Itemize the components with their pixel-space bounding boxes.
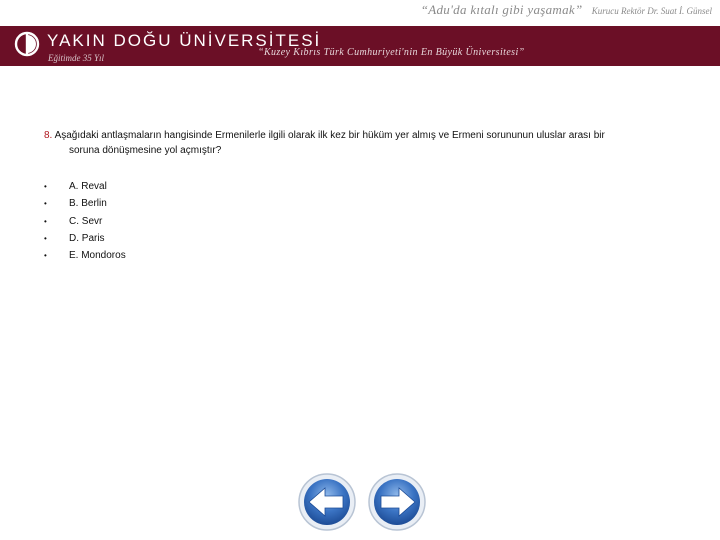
option-text: E. Mondoros <box>69 250 126 262</box>
motto-author: Kurucu Rektör Dr. Suat İ. Günsel <box>591 6 712 16</box>
option-text: C. Sevr <box>69 215 103 227</box>
question-text-line1: Aşağıdaki antlaşmaların hangisinde Ermenilerle ilgili olarak ilk kez bir hüküm yer almış ve Ermeni sorununun uluslar arası bir <box>54 130 605 141</box>
previous-button[interactable] <box>297 472 357 532</box>
bullet: • <box>44 182 47 191</box>
next-button[interactable] <box>367 472 427 532</box>
question-number: 8. <box>44 130 53 141</box>
question-text-line2: soruna dönüşmesine yol açmıştır? <box>69 145 222 156</box>
option-text: A. Reval <box>69 181 107 192</box>
bullet: • <box>44 216 47 226</box>
founder-motto <box>421 2 712 18</box>
university-logo-icon <box>14 31 40 57</box>
bullet: • <box>44 199 47 209</box>
bullet: • <box>44 233 47 243</box>
question-block <box>44 128 684 158</box>
motto-quote: “Adu'da kıtalı gibi yaşamak” <box>420 2 583 17</box>
university-name: YAKIN DOĞU ÜNİVERSİTESİ <box>47 31 322 50</box>
header-banner <box>0 26 720 66</box>
university-slogan: “Kuzey Kıbrıs Türk Cumhuriyeti'nin En Büyük Üniversitesi” <box>258 47 525 58</box>
education-years: Eğitimde 35 Yıl <box>48 53 104 63</box>
option-text: D. Paris <box>69 232 105 244</box>
top-strip <box>0 0 720 26</box>
bullet: • <box>44 251 47 261</box>
option-text: B. Berlin <box>69 198 107 210</box>
